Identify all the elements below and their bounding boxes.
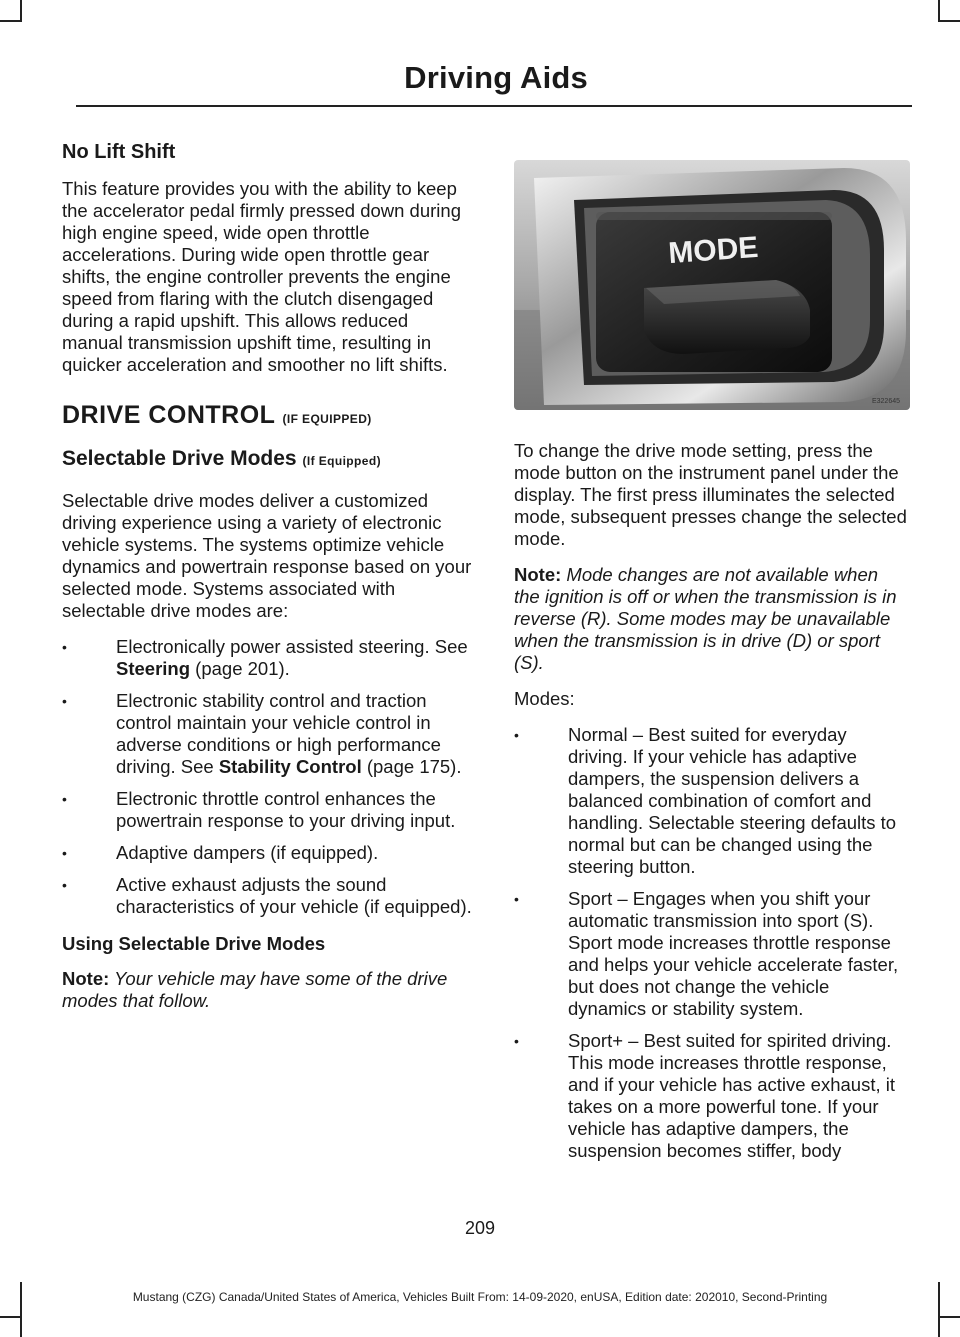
mode-label: MODE <box>667 230 760 271</box>
right-column <box>514 140 908 1176</box>
list-item: • Active exhaust adjusts the sound characteristics of your vehicle (if equipped). <box>62 874 474 918</box>
crop-mark <box>0 20 22 22</box>
mode-button-illustration <box>514 160 910 410</box>
crop-mark <box>20 0 22 22</box>
change-mode-instructions: To change the drive mode setting, press the mode button on the instrument panel under the display. The first press illuminates the selected mode, subsequent presses change the selected mode. <box>514 440 907 549</box>
footer-text: Mustang (CZG) Canada/United States of America, Vehicles Built From: 14-09-2020, enUSA, Edition date: 202010, Second-Printing <box>132 1290 828 1304</box>
crop-mark <box>938 1316 960 1318</box>
selectable-drive-modes-title: Selectable Drive Modes <box>62 447 297 470</box>
modes-label: Modes: <box>514 688 575 709</box>
crop-mark <box>938 0 940 22</box>
left-column <box>62 140 474 1026</box>
list-item: • Adaptive dampers (if equipped). <box>62 842 474 864</box>
page-reference: (page 175). <box>361 756 462 777</box>
list-item <box>62 636 474 680</box>
crop-mark <box>0 1316 22 1318</box>
drive-control-suffix: (IF EQUIPPED) <box>282 412 372 426</box>
selectable-drive-modes-suffix: (If Equipped) <box>302 454 381 468</box>
note <box>514 564 908 674</box>
note-label: Note: <box>514 564 562 585</box>
drive-mode-systems-list <box>62 636 474 918</box>
drive-modes-intro: Selectable drive modes deliver a customized driving experience using a variety of electronic vehicle systems. The systems optimize vehicle dynamics and powertrain response based on your selected mode. Systems associated with selectable drive modes are: <box>62 490 472 621</box>
note-text: Your vehicle may have some of the drive modes that follow. <box>62 968 448 1011</box>
list-item: • Sport – Engages when you shift your automatic transmission into sport (S). Sport mode increases throttle response and helps your vehicle accelerate faster, but does not change the vehicle dynamics or stability system. <box>514 888 908 1020</box>
using-drive-modes-heading: Using Selectable Drive Modes <box>62 933 326 954</box>
drive-control-title: DRIVE CONTROL <box>62 401 275 429</box>
drive-control-heading <box>62 401 474 430</box>
list-item-text: Electronic stability control and traction control maintain your vehicle control in adverse conditions or high performance driving. See <box>116 690 441 777</box>
stability-control-reference-link[interactable]: Stability Control <box>218 756 362 777</box>
steering-reference-link[interactable]: Steering <box>116 658 191 679</box>
no-lift-shift-heading: No Lift Shift <box>62 141 176 163</box>
list-item: • Sport+ – Best suited for spirited driving. This mode increases throttle response, and if your vehicle has active exhaust, it takes on a more powerful tone. If your vehicle has adaptive dampers, the suspension becomes stiffer, body <box>514 1030 908 1162</box>
list-item-text: Electronically power assisted steering. See <box>116 636 468 657</box>
mode-button-photo <box>514 160 910 410</box>
note-label: Note: <box>62 968 110 989</box>
image-code: E322645 <box>871 398 900 405</box>
selectable-drive-modes-heading <box>62 448 474 472</box>
page-number: 209 <box>464 1218 496 1238</box>
modes-list <box>514 724 908 1162</box>
list-item: • Electronic throttle control enhances the powertrain response to your driving input. <box>62 788 474 832</box>
no-lift-shift-body: This feature provides you with the ability to keep the accelerator pedal firmly pressed down during high engine speed, wide open throttle accelerations. During wide open throttle gear shifts, the engine controller prevents the engine speed from flaring with the clutch disengaged during a rapid upshift. This allows reduced manual transmission upshift time, resulting in quicker acceleration and smoother no lift shifts. <box>62 178 461 375</box>
note-text: Mode changes are not available when the ignition is off or when the transmission is in reverse (R). Some modes may be unavailable when the transmission is in drive (D) or sport (S). <box>514 564 897 673</box>
note <box>62 968 474 1012</box>
page-title: Driving Aids <box>404 60 588 95</box>
page-reference: (page 201). <box>190 658 290 679</box>
header-divider <box>76 105 912 107</box>
list-item <box>62 690 474 778</box>
list-item: • Normal – Best suited for everyday driving. If your vehicle has adaptive dampers, the suspension delivers a balanced combination of comfort and handling. Selectable steering defaults to normal but can be changed using the steering button. <box>514 724 908 878</box>
crop-mark <box>938 20 960 22</box>
